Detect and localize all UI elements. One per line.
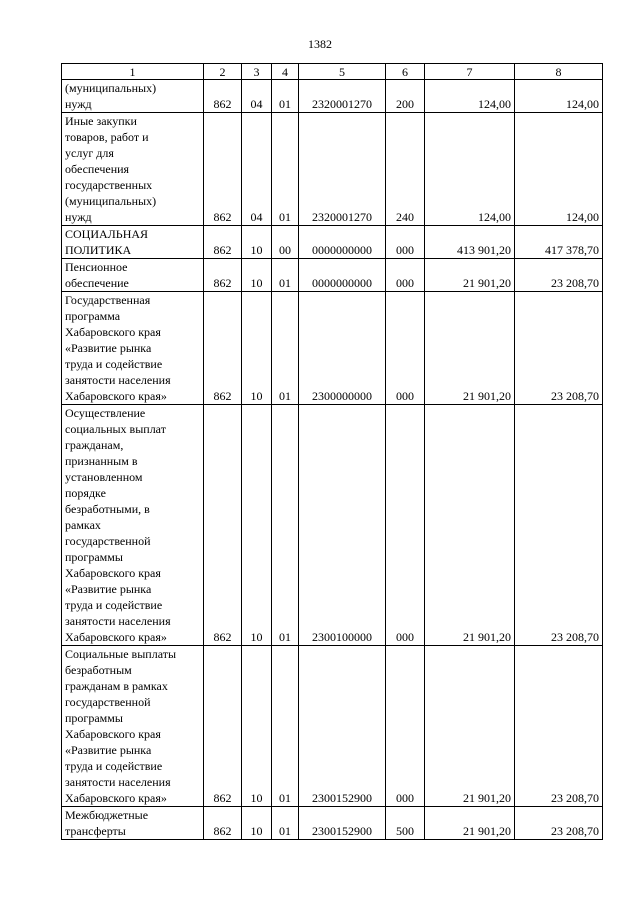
header-cell: 1 — [62, 64, 204, 80]
cell-c4: 01 — [272, 292, 299, 405]
row-name-line: нужд — [65, 210, 92, 224]
cell-c7: 21 901,20 — [425, 259, 515, 292]
table-row — [62, 292, 603, 405]
row-name-line: (муниципальных) — [65, 81, 157, 95]
row-name — [62, 113, 204, 226]
cell-c8: 23 208,70 — [515, 405, 603, 646]
row-name-line: «Развитие рынка — [65, 341, 152, 355]
row-name-line: государственной — [65, 695, 151, 709]
row-name-line: гражданам, — [65, 438, 124, 452]
row-name-line: программа — [65, 309, 121, 323]
cell-c5: 2300100000 — [299, 405, 386, 646]
row-name — [62, 259, 204, 292]
cell-c4: 01 — [272, 80, 299, 113]
cell-c2: 862 — [204, 259, 242, 292]
cell-c3: 10 — [242, 292, 272, 405]
cell-c3: 04 — [242, 113, 272, 226]
cell-c4: 01 — [272, 113, 299, 226]
cell-c3: 10 — [242, 226, 272, 259]
cell-c4: 01 — [272, 807, 299, 840]
header-cell: 5 — [299, 64, 386, 80]
cell-c3: 10 — [242, 405, 272, 646]
cell-c6: 200 — [386, 80, 425, 113]
cell-c3: 10 — [242, 646, 272, 807]
row-name-line: обеспечения — [65, 162, 130, 176]
cell-c7: 21 901,20 — [425, 405, 515, 646]
row-name — [62, 646, 204, 807]
table-row — [62, 113, 603, 226]
cell-c7: 21 901,20 — [425, 807, 515, 840]
row-name-line: занятости населения — [65, 775, 171, 789]
row-name-line: труда и содействие — [65, 357, 163, 371]
row-name-line: ПОЛИТИКА — [65, 243, 132, 257]
header-cell: 7 — [425, 64, 515, 80]
header-cell: 8 — [515, 64, 603, 80]
row-name-line: государственных — [65, 178, 153, 192]
cell-c7: 124,00 — [425, 80, 515, 113]
cell-c2: 862 — [204, 292, 242, 405]
row-name-line: занятости населения — [65, 614, 171, 628]
cell-c6: 000 — [386, 646, 425, 807]
cell-c8: 23 208,70 — [515, 292, 603, 405]
row-name-line: занятости населения — [65, 373, 171, 387]
cell-c6: 000 — [386, 405, 425, 646]
cell-c6: 500 — [386, 807, 425, 840]
cell-c2: 862 — [204, 807, 242, 840]
row-name-line: рамках — [65, 518, 101, 532]
row-name-line: Социальные выплаты — [65, 647, 177, 661]
table-row — [62, 226, 603, 259]
page-number: 1382 — [308, 37, 332, 51]
cell-c5: 2300000000 — [299, 292, 386, 405]
row-name-line: Иные закупки — [65, 114, 137, 128]
table-row — [62, 807, 603, 840]
table-row — [62, 405, 603, 646]
row-name-line: СОЦИАЛЬНАЯ — [65, 227, 149, 241]
row-name-line: трансферты — [65, 824, 126, 838]
header-cell: 2 — [204, 64, 242, 80]
row-name-line: товаров, работ и — [65, 130, 149, 144]
cell-c8: 124,00 — [515, 113, 603, 226]
cell-c7: 124,00 — [425, 113, 515, 226]
row-name-line: программы — [65, 711, 123, 725]
budget-table — [61, 63, 603, 840]
cell-c7: 413 901,20 — [425, 226, 515, 259]
header-row — [62, 64, 603, 80]
cell-c6: 000 — [386, 259, 425, 292]
row-name-line: Хабаровского края — [65, 727, 161, 741]
cell-c3: 10 — [242, 807, 272, 840]
row-name-line: Межбюджетные — [65, 808, 149, 822]
row-name — [62, 405, 204, 646]
row-name-line: Осуществление — [65, 406, 146, 420]
cell-c6: 000 — [386, 226, 425, 259]
cell-c2: 862 — [204, 113, 242, 226]
cell-c4: 00 — [272, 226, 299, 259]
cell-c2: 862 — [204, 80, 242, 113]
row-name-line: установленном — [65, 470, 143, 484]
row-name-line: социальных выплат — [65, 422, 166, 436]
row-name-line: услуг для — [65, 146, 114, 160]
cell-c5: 2320001270 — [299, 113, 386, 226]
row-name-line: Хабаровского края — [65, 566, 161, 580]
row-name — [62, 80, 204, 113]
cell-c7: 21 901,20 — [425, 646, 515, 807]
header-cell: 3 — [242, 64, 272, 80]
row-name-line: Хабаровского края» — [65, 791, 167, 805]
cell-c4: 01 — [272, 646, 299, 807]
cell-c6: 240 — [386, 113, 425, 226]
cell-c5: 2300152900 — [299, 646, 386, 807]
cell-c2: 862 — [204, 226, 242, 259]
table-row — [62, 80, 603, 113]
row-name-line: гражданам в рамках — [65, 679, 168, 693]
header-cell: 6 — [386, 64, 425, 80]
cell-c8: 23 208,70 — [515, 646, 603, 807]
row-name-line: безработными, в — [65, 502, 150, 516]
cell-c5: 0000000000 — [299, 226, 386, 259]
row-name-line: признанным в — [65, 454, 138, 468]
row-name-line: Хабаровского края» — [65, 389, 167, 403]
table-body — [62, 80, 603, 840]
row-name-line: безработным — [65, 663, 132, 677]
row-name-line: Государственная — [65, 293, 151, 307]
cell-c7: 21 901,20 — [425, 292, 515, 405]
cell-c4: 01 — [272, 259, 299, 292]
cell-c2: 862 — [204, 405, 242, 646]
cell-c8: 23 208,70 — [515, 259, 603, 292]
row-name — [62, 807, 204, 840]
header-cell: 4 — [272, 64, 299, 80]
row-name-line: Хабаровского края» — [65, 630, 167, 644]
row-name-line: труда и содействие — [65, 759, 163, 773]
cell-c8: 417 378,70 — [515, 226, 603, 259]
cell-c3: 10 — [242, 259, 272, 292]
row-name-line: обеспечение — [65, 276, 129, 290]
table-row — [62, 259, 603, 292]
row-name-line: нужд — [65, 97, 92, 111]
cell-c5: 0000000000 — [299, 259, 386, 292]
row-name-line: труда и содействие — [65, 598, 163, 612]
table-row — [62, 646, 603, 807]
row-name-line: государственной — [65, 534, 151, 548]
row-name-line: программы — [65, 550, 123, 564]
row-name-line: порядке — [65, 486, 106, 500]
cell-c6: 000 — [386, 292, 425, 405]
cell-c8: 23 208,70 — [515, 807, 603, 840]
cell-c8: 124,00 — [515, 80, 603, 113]
cell-c5: 2320001270 — [299, 80, 386, 113]
row-name-line: «Развитие рынка — [65, 582, 152, 596]
row-name — [62, 226, 204, 259]
cell-c4: 01 — [272, 405, 299, 646]
cell-c5: 2300152900 — [299, 807, 386, 840]
cell-c2: 862 — [204, 646, 242, 807]
cell-c3: 04 — [242, 80, 272, 113]
row-name — [62, 292, 204, 405]
row-name-line: Хабаровского края — [65, 325, 161, 339]
row-name-line: «Развитие рынка — [65, 743, 152, 757]
row-name-line: Пенсионное — [65, 260, 128, 274]
row-name-line: (муниципальных) — [65, 194, 157, 208]
